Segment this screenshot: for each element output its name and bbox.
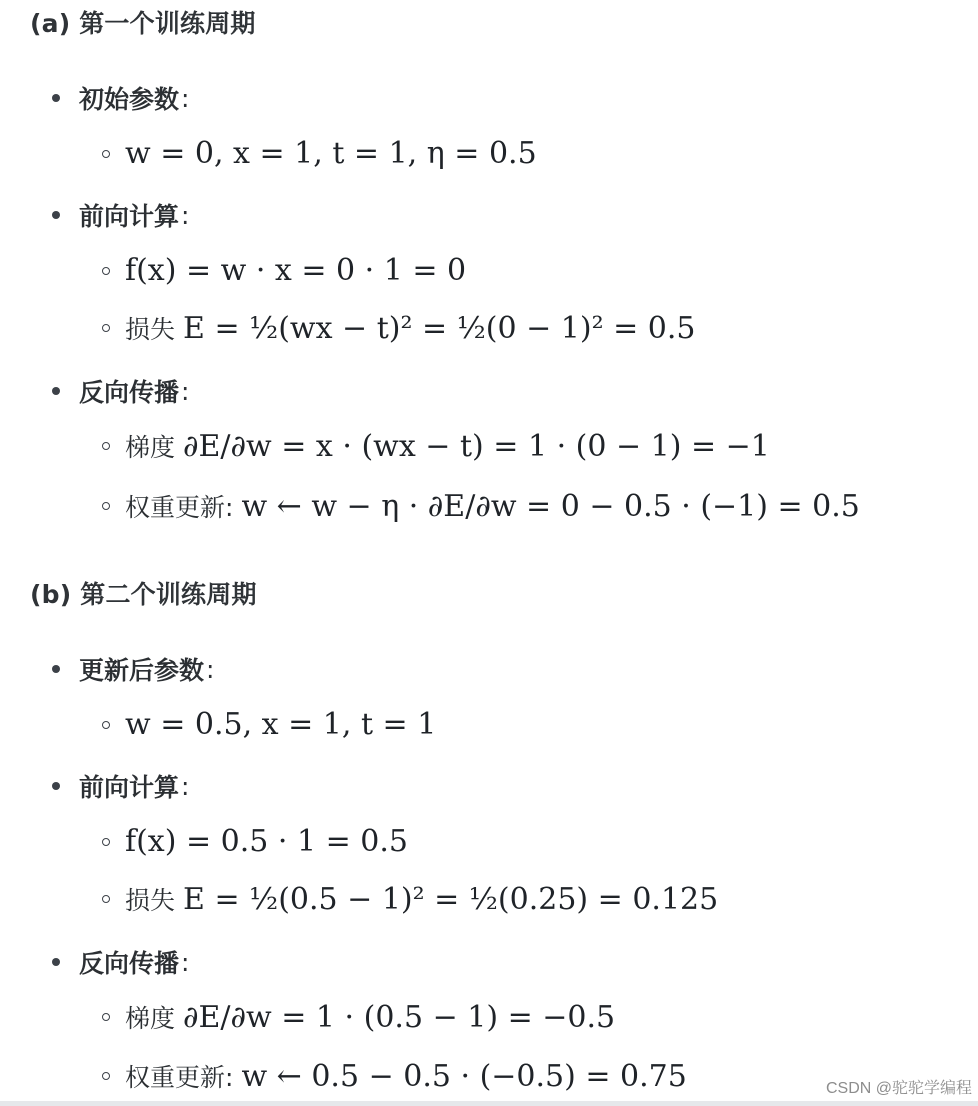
bullet-forward-b (52, 768, 189, 804)
bullet-colon: : (181, 200, 190, 230)
formula-grad: ∂E/∂w = x · (wx − t) = 1 · (0 − 1) = −1 (183, 428, 770, 464)
loss-label: 损失 (125, 315, 176, 344)
section-heading-a: (a) 第一个训练周期 (30, 9, 256, 38)
circle-bullet-icon (102, 267, 110, 275)
circle-bullet-icon (102, 324, 110, 332)
bullet-forward-a (52, 197, 189, 233)
circle-bullet-icon (102, 895, 110, 903)
bullet-backprop-a (52, 373, 189, 409)
sub-item-grad-a (102, 428, 770, 464)
bullet-label: 更新后参数 (79, 656, 205, 685)
formula-params: w = 0, x = 1, t = 1, η = 0.5 (125, 136, 537, 171)
formula-params: w = 0.5, x = 1, t = 1 (125, 707, 437, 742)
grad-label: 梯度 (125, 1004, 176, 1033)
sub-item-params-a (102, 136, 537, 171)
bullet-colon: : (181, 771, 190, 801)
circle-bullet-icon (102, 150, 110, 158)
bullet-label: 反向传播 (79, 949, 180, 978)
bullet-dot-icon (52, 211, 60, 219)
circle-bullet-icon (102, 1013, 110, 1021)
bullet-label: 初始参数 (79, 85, 180, 114)
formula-update: w ← 0.5 − 0.5 · (−0.5) = 0.75 (241, 1058, 687, 1094)
sub-item-loss-b (102, 881, 718, 917)
bullet-colon: : (181, 83, 190, 113)
formula-forward: f(x) = 0.5 · 1 = 0.5 (125, 824, 408, 859)
bullet-dot-icon (52, 665, 60, 673)
formula-update: w ← w − η · ∂E/∂w = 0 − 0.5 · (−1) = 0.5 (241, 488, 860, 524)
bullet-label: 前向计算 (79, 773, 180, 802)
sub-item-params-b (102, 707, 436, 742)
bullet-initial-params (52, 80, 189, 116)
sub-item-update-b (102, 1058, 687, 1094)
circle-bullet-icon (102, 1072, 110, 1080)
watermark: CSDN @驼驼学编程 (825, 1080, 972, 1097)
bullet-dot-icon (52, 782, 60, 790)
sub-item-loss-a (102, 310, 696, 346)
circle-bullet-icon (102, 721, 110, 729)
bullet-dot-icon (52, 387, 60, 395)
bullet-colon: : (206, 654, 215, 684)
formula-forward: f(x) = w · x = 0 · 1 = 0 (125, 253, 467, 288)
sub-item-update-a (102, 488, 860, 524)
bullet-colon: : (181, 376, 190, 406)
update-label: 权重更新: (125, 1063, 234, 1092)
bullet-updated-params (52, 651, 214, 687)
sub-item-forward-b (102, 824, 408, 859)
loss-label: 损失 (125, 886, 176, 915)
update-label: 权重更新: (125, 493, 234, 522)
bullet-colon: : (181, 947, 190, 977)
bullet-backprop-b (52, 944, 189, 980)
circle-bullet-icon (102, 502, 110, 510)
bullet-label: 前向计算 (79, 202, 180, 231)
section-heading-b: (b) 第二个训练周期 (30, 580, 257, 609)
sub-item-forward-a (102, 253, 466, 288)
formula-grad: ∂E/∂w = 1 · (0.5 − 1) = −0.5 (183, 999, 616, 1035)
formula-loss: E = ½(wx − t)² = ½(0 − 1)² = 0.5 (183, 310, 696, 346)
circle-bullet-icon (102, 442, 110, 450)
formula-loss: E = ½(0.5 − 1)² = ½(0.25) = 0.125 (183, 881, 719, 917)
grad-label: 梯度 (125, 433, 176, 462)
bottom-divider (0, 1101, 978, 1106)
bullet-dot-icon (52, 94, 60, 102)
bullet-label: 反向传播 (79, 378, 180, 407)
sub-item-grad-b (102, 999, 615, 1035)
circle-bullet-icon (102, 838, 110, 846)
bullet-dot-icon (52, 958, 60, 966)
